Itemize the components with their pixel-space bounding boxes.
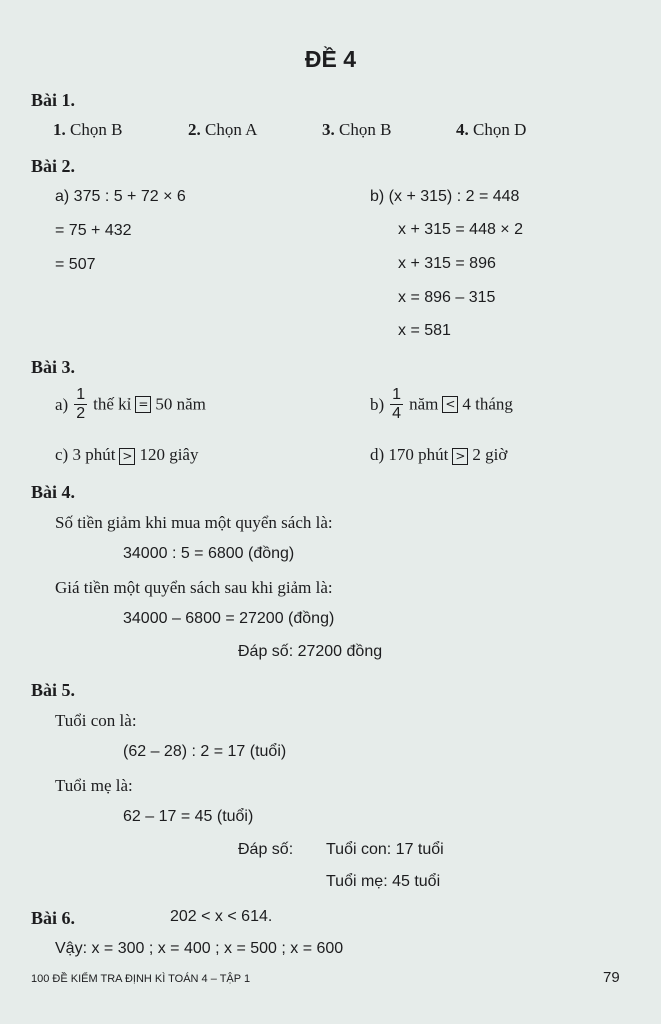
bai6-result: Vậy: x = 300 ; x = 400 ; x = 500 ; x = 600 (55, 940, 344, 957)
bai4-line-2: Giá tiền một quyển sách sau khi giảm là: (55, 578, 333, 597)
bai4-calc-1: 34000 : 5 = 6800 (đồng) (123, 545, 295, 562)
bai3-heading: Bài 3. (31, 357, 76, 377)
bai2-b-line-5: x = 581 (398, 322, 451, 339)
bai2-b-line-4: x = 896 – 315 (398, 289, 496, 306)
bai2-b-line-2: x + 315 = 448 × 2 (398, 221, 523, 238)
bai2-b-line-1: b) (x + 315) : 2 = 448 (370, 188, 520, 205)
fraction-one-half: $\frac{1}{2}$ (76, 386, 86, 422)
bai1-heading: Bài 1. (31, 90, 76, 110)
bai2-b-line-3: x + 315 = 896 (398, 255, 496, 272)
bai6-condition: 202 < x < 614. (170, 908, 273, 925)
bai3-d: d) 170 phút > 2 giờ (370, 445, 508, 464)
bai4-answer: Đáp số: 27200 đồng (238, 643, 383, 660)
bai2-heading: Bài 2. (31, 156, 76, 176)
bai1-answer-1: 1. Chọn B (53, 120, 123, 139)
bai3-c: c) 3 phút > 120 giây (55, 445, 199, 464)
comparison-box: > (452, 448, 468, 465)
bai5-answer-label: Đáp số: (238, 841, 294, 858)
bai5-calc-1: (62 – 28) : 2 = 17 (tuổi) (123, 743, 287, 760)
bai1-answer-2: 2. Chọn A (188, 120, 258, 139)
bai5-calc-2: 62 – 17 = 45 (tuổi) (123, 808, 254, 825)
comparison-box: > (119, 448, 135, 465)
bai5-line-2: Tuổi mẹ là: (55, 776, 133, 795)
fraction-one-quarter: $\frac{1}{4}$ (392, 386, 402, 422)
footer-book-title: 100 ĐỀ KIỂM TRA ĐỊNH KÌ TOÁN 4 – TẬP 1 (31, 973, 251, 985)
comparison-box: < (442, 396, 458, 413)
bai4-line-1: Số tiền giảm khi mua một quyển sách là: (55, 513, 333, 532)
bai6-heading: Bài 6. (31, 908, 76, 928)
bai2-a-line-2: = 75 + 432 (55, 222, 132, 239)
bai1-answer-4: 4. Chọn D (456, 120, 527, 139)
bai3-a: a) $\frac{1}{2}$ thế kỉ = 50 năm (55, 386, 206, 422)
bai3-b: b) $\frac{1}{4}$ năm < 4 tháng (370, 386, 513, 422)
bai5-line-1: Tuổi con là: (55, 711, 137, 730)
bai4-calc-2: 34000 – 6800 = 27200 (đồng) (123, 610, 335, 627)
bai5-heading: Bài 5. (31, 680, 76, 700)
comparison-box: = (135, 396, 151, 413)
bai2-a-line-1: a) 375 : 5 + 72 × 6 (55, 188, 186, 205)
bai2-a-line-3: = 507 (55, 256, 96, 273)
page-number: 79 (603, 969, 620, 986)
page-title: ĐỀ 4 (304, 46, 357, 72)
bai1-answer-3: 3. Chọn B (322, 120, 392, 139)
bai5-answer-2: Tuổi mẹ: 45 tuổi (326, 873, 441, 890)
bai5-answer-1: Tuổi con: 17 tuổi (326, 841, 444, 858)
bai4-heading: Bài 4. (31, 482, 76, 502)
